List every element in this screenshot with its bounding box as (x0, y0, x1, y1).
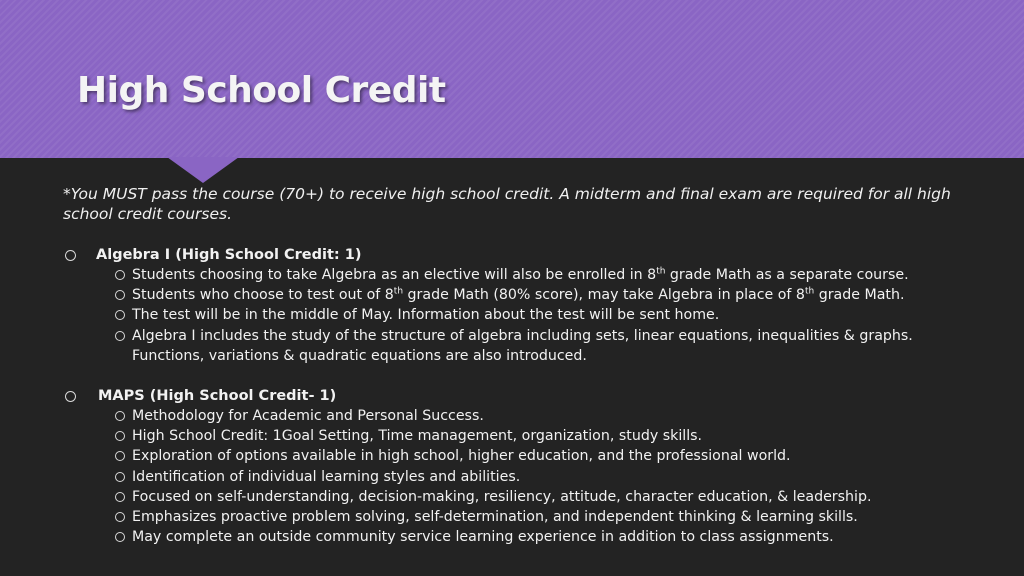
section-heading (63, 245, 1013, 265)
circle-bullet-icon (115, 451, 125, 461)
circle-bullet-icon (115, 512, 125, 522)
circle-bullet-icon (115, 290, 125, 300)
circle-bullet-icon (65, 250, 76, 261)
section-heading-label: Algebra I (High School Credit: 1) (96, 247, 362, 263)
list-item: High School Credit: 1Goal Setting, Time management, organization, study skills. (63, 426, 1013, 446)
list-item: Algebra I includes the study of the structure of algebra including sets, linear equations, inequalities & graphs. Functions, variations & quadratic equations are also introduced. (63, 326, 1013, 366)
list-item: Students who choose to test out of 8th grade Math (80% score), may take Algebra in place of 8th grade Math. (63, 285, 1013, 305)
section-heading (63, 386, 1013, 406)
banner-notch (167, 157, 239, 183)
circle-bullet-icon (115, 411, 125, 421)
list-item: Emphasizes proactive problem solving, self-determination, and independent thinking & learning skills. (63, 507, 1013, 527)
circle-bullet-icon (115, 472, 125, 482)
circle-bullet-icon (115, 270, 125, 280)
list-item: The test will be in the middle of May. Information about the test will be sent home. (63, 305, 1013, 325)
section-maps (63, 386, 1013, 547)
slide-title: High School Credit (77, 70, 446, 111)
section-algebra (63, 245, 1013, 366)
credit-note: *You MUST pass the course (70+) to receive high school credit. A midterm and final exam are required for all high school credit courses. (63, 185, 951, 223)
circle-bullet-icon (115, 492, 125, 502)
list-item: Students choosing to take Algebra as an elective will also be enrolled in 8th grade Math as a separate course. (63, 265, 1013, 285)
section-heading-label: MAPS (High School Credit- 1) (98, 388, 337, 404)
list-item: Identification of individual learning styles and abilities. (63, 467, 1013, 487)
circle-bullet-icon (115, 532, 125, 542)
list-item: Exploration of options available in high school, higher education, and the professional world. (63, 446, 1013, 466)
circle-bullet-icon (115, 431, 125, 441)
list-item: May complete an outside community service learning experience in addition to class assignments. (63, 527, 1013, 547)
list-item: Methodology for Academic and Personal Success. (63, 406, 1013, 426)
circle-bullet-icon (115, 331, 125, 341)
circle-bullet-icon (115, 310, 125, 320)
circle-bullet-icon (65, 391, 76, 402)
list-item: Focused on self-understanding, decision-making, resiliency, attitude, character education, & leadership. (63, 487, 1013, 507)
